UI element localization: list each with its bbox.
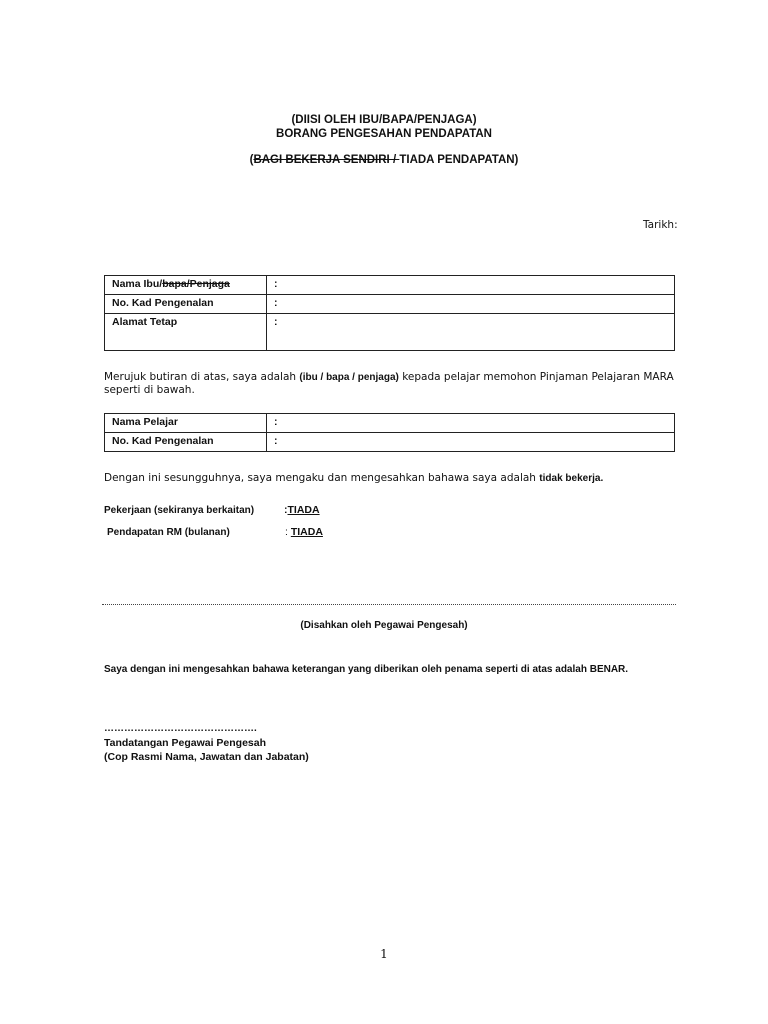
declaration-text: Dengan ini sesungguhnya, saya mengaku dan mengesahkan bahawa saya adalah xyxy=(104,472,540,484)
parent-details-table xyxy=(104,275,675,351)
parent-address-label: Alamat Tetap xyxy=(105,314,267,351)
parent-address-field[interactable] xyxy=(267,314,675,351)
subtitle-open: ( xyxy=(249,154,254,166)
income-label: Pendapatan RM (bulanan) xyxy=(107,527,230,538)
signature-label: Tandatangan Pegawai Pengesah xyxy=(104,737,267,749)
colon: : xyxy=(274,416,278,428)
income-value-line xyxy=(285,526,323,538)
colon: : xyxy=(274,297,278,309)
reference-text-bold: (ibu / bapa / penjaga) xyxy=(299,372,399,383)
subtitle-struck-option: BAGI BEKERJA SENDIRI / xyxy=(253,154,400,166)
job-label: Pekerjaan (sekiranya berkaitan) xyxy=(104,505,255,516)
verification-heading: (Disahkan oleh Pegawai Pengesah) xyxy=(300,620,468,631)
parent-name-label-struck: bapa/Penjaga xyxy=(162,278,230,290)
form-subtitle xyxy=(0,153,768,167)
table-row xyxy=(105,295,675,314)
parent-name-label xyxy=(105,276,267,295)
subtitle-selected-option: TIADA PENDAPATAN) xyxy=(399,154,519,166)
signature-line[interactable]: ………………………………………. xyxy=(104,723,257,734)
income-value: TIADA xyxy=(290,526,323,538)
reference-text-before: Merujuk butiran di atas, saya adalah xyxy=(104,371,300,383)
table-row xyxy=(105,314,675,351)
page-number: 1 xyxy=(380,947,388,961)
student-ic-label: No. Kad Pengenalan xyxy=(105,433,267,452)
table-row xyxy=(105,414,675,433)
form-title: BORANG PENGESAHAN PENDAPATAN xyxy=(276,128,492,140)
reference-text-after: kepada pelajar memohon Pinjaman Pelajaran MARA seperti di bawah. xyxy=(104,371,674,396)
student-ic-field[interactable] xyxy=(267,433,675,452)
verification-statement: Saya dengan ini mengesahkan bahawa keterangan yang diberikan oleh penama seperti di atas adalah BENAR. xyxy=(104,664,629,675)
table-row xyxy=(105,433,675,452)
parent-name-field[interactable] xyxy=(267,276,675,295)
declaration-paragraph xyxy=(104,472,704,485)
declaration-bold: tidak bekerja. xyxy=(539,473,604,484)
form-header-line1: (DIISI OLEH IBU/BAPA/PENJAGA) xyxy=(291,114,477,126)
student-details-table xyxy=(104,413,675,452)
parent-ic-label: No. Kad Pengenalan xyxy=(105,295,267,314)
colon: : xyxy=(285,526,291,538)
reference-paragraph xyxy=(104,371,694,397)
student-name-field[interactable] xyxy=(267,414,675,433)
colon: : xyxy=(274,278,278,290)
section-divider xyxy=(102,604,676,605)
job-value-line xyxy=(284,504,320,516)
parent-name-label-plain: Nama Ibu/ xyxy=(112,278,163,290)
job-value: TIADA xyxy=(287,504,320,516)
table-row xyxy=(105,276,675,295)
parent-ic-field[interactable] xyxy=(267,295,675,314)
colon: : xyxy=(284,504,288,516)
colon: : xyxy=(274,435,278,447)
student-name-label: Nama Pelajar xyxy=(105,414,267,433)
colon: : xyxy=(274,316,278,328)
date-label: Tarikh: xyxy=(643,219,678,231)
stamp-label: (Cop Rasmi Nama, Jawatan dan Jabatan) xyxy=(104,751,309,763)
